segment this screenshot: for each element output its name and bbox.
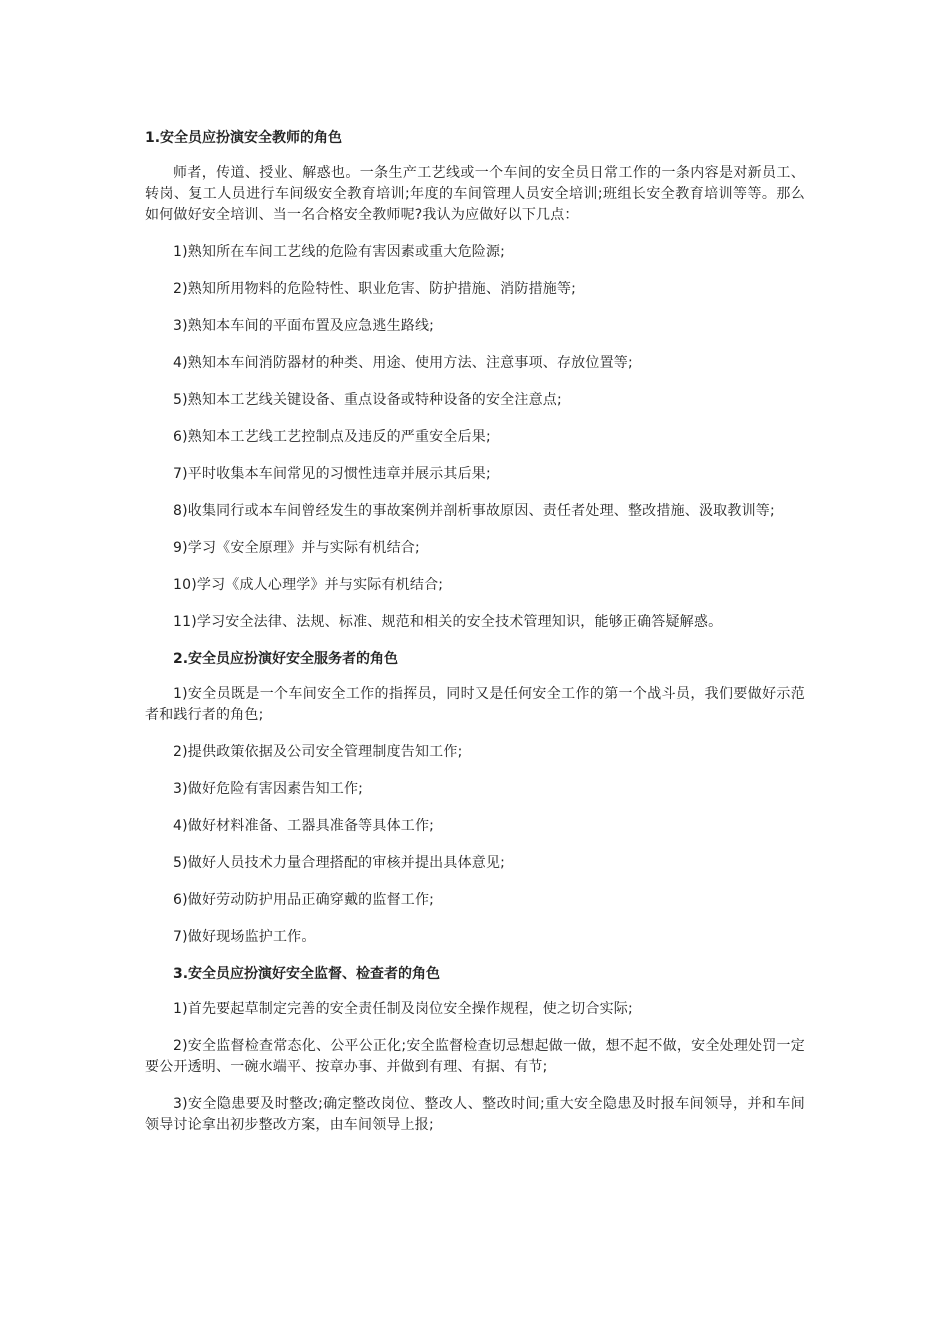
section-3-heading: 3.安全员应扮演好安全监督、检查者的角色: [173, 966, 441, 982]
section-1-item: 9)学习《安全原理》并与实际有机结合;: [173, 540, 420, 556]
section-2-item: 1)安全员既是一个车间安全工作的指挥员，同时又是任何安全工作的第一个战斗员，我们要做好示范者和践行者的角色;: [145, 686, 805, 723]
document-page: [145, 128, 805, 1152]
section-1-item: 6)熟知本工艺线工艺控制点及违反的严重安全后果;: [173, 429, 491, 445]
section-3-item: 3)安全隐患要及时整改;确定整改岗位、整改人、整改时间;重大安全隐患及时报车间领导，并和车间领导讨论拿出初步整改方案，由车间领导上报;: [145, 1096, 805, 1133]
section-2-item: 7)做好现场监护工作。: [173, 929, 316, 945]
section-1-intro: 师者，传道、授业、解惑也。一条生产工艺线或一个车间的安全员日常工作的一条内容是对新员工、转岗、复工人员进行车间级安全教育培训;年度的车间管理人员安全培训;班组长安全教育培训等等。那么如何做好安全培训、当一名合格安全教师呢?我认为应做好以下几点：: [145, 165, 805, 223]
section-1-item: 8)收集同行或本车间曾经发生的事故案例并剖析事故原因、责任者处理、整改措施、汲取教训等;: [173, 503, 775, 519]
section-3-item: 1)首先要起草制定完善的安全责任制及岗位安全操作规程，使之切合实际;: [173, 1001, 633, 1017]
section-1-item: 1)熟知所在车间工艺线的危险有害因素或重大危险源;: [173, 244, 506, 260]
section-2-item: 3)做好危险有害因素告知工作;: [173, 781, 364, 797]
section-1-item: 3)熟知本车间的平面布置及应急逃生路线;: [173, 318, 435, 334]
section-1-item: 2)熟知所用物料的危险特性、职业危害、防护措施、消防措施等;: [173, 281, 577, 297]
section-1-heading: 1.安全员应扮演安全教师的角色: [145, 130, 343, 146]
section-2-item: 5)做好人员技术力量合理搭配的审核并提出具体意见;: [173, 855, 506, 871]
section-1-item: 10)学习《成人心理学》并与实际有机结合;: [173, 577, 444, 593]
section-2-heading: 2.安全员应扮演好安全服务者的角色: [173, 651, 399, 667]
section-1-item: 4)熟知本车间消防器材的种类、用途、使用方法、注意事项、存放位置等;: [173, 355, 633, 371]
section-1-item: 5)熟知本工艺线关键设备、重点设备或特种设备的安全注意点;: [173, 392, 562, 408]
section-1-item: 7)平时收集本车间常见的习惯性违章并展示其后果;: [173, 466, 491, 482]
section-2-item: 6)做好劳动防护用品正确穿戴的监督工作;: [173, 892, 435, 908]
section-2-item: 2)提供政策依据及公司安全管理制度告知工作;: [173, 744, 463, 760]
section-3-item: 2)安全监督检查常态化、公平公正化;安全监督检查切忌想起做一做，想不起不做，安全处理处罚一定要公开透明、一碗水端平、按章办事、并做到有理、有据、有节;: [145, 1038, 805, 1075]
section-1-item: 11)学习安全法律、法规、标准、规范和相关的安全技术管理知识，能够正确答疑解惑。: [173, 614, 723, 630]
section-2-item: 4)做好材料准备、工器具准备等具体工作;: [173, 818, 435, 834]
